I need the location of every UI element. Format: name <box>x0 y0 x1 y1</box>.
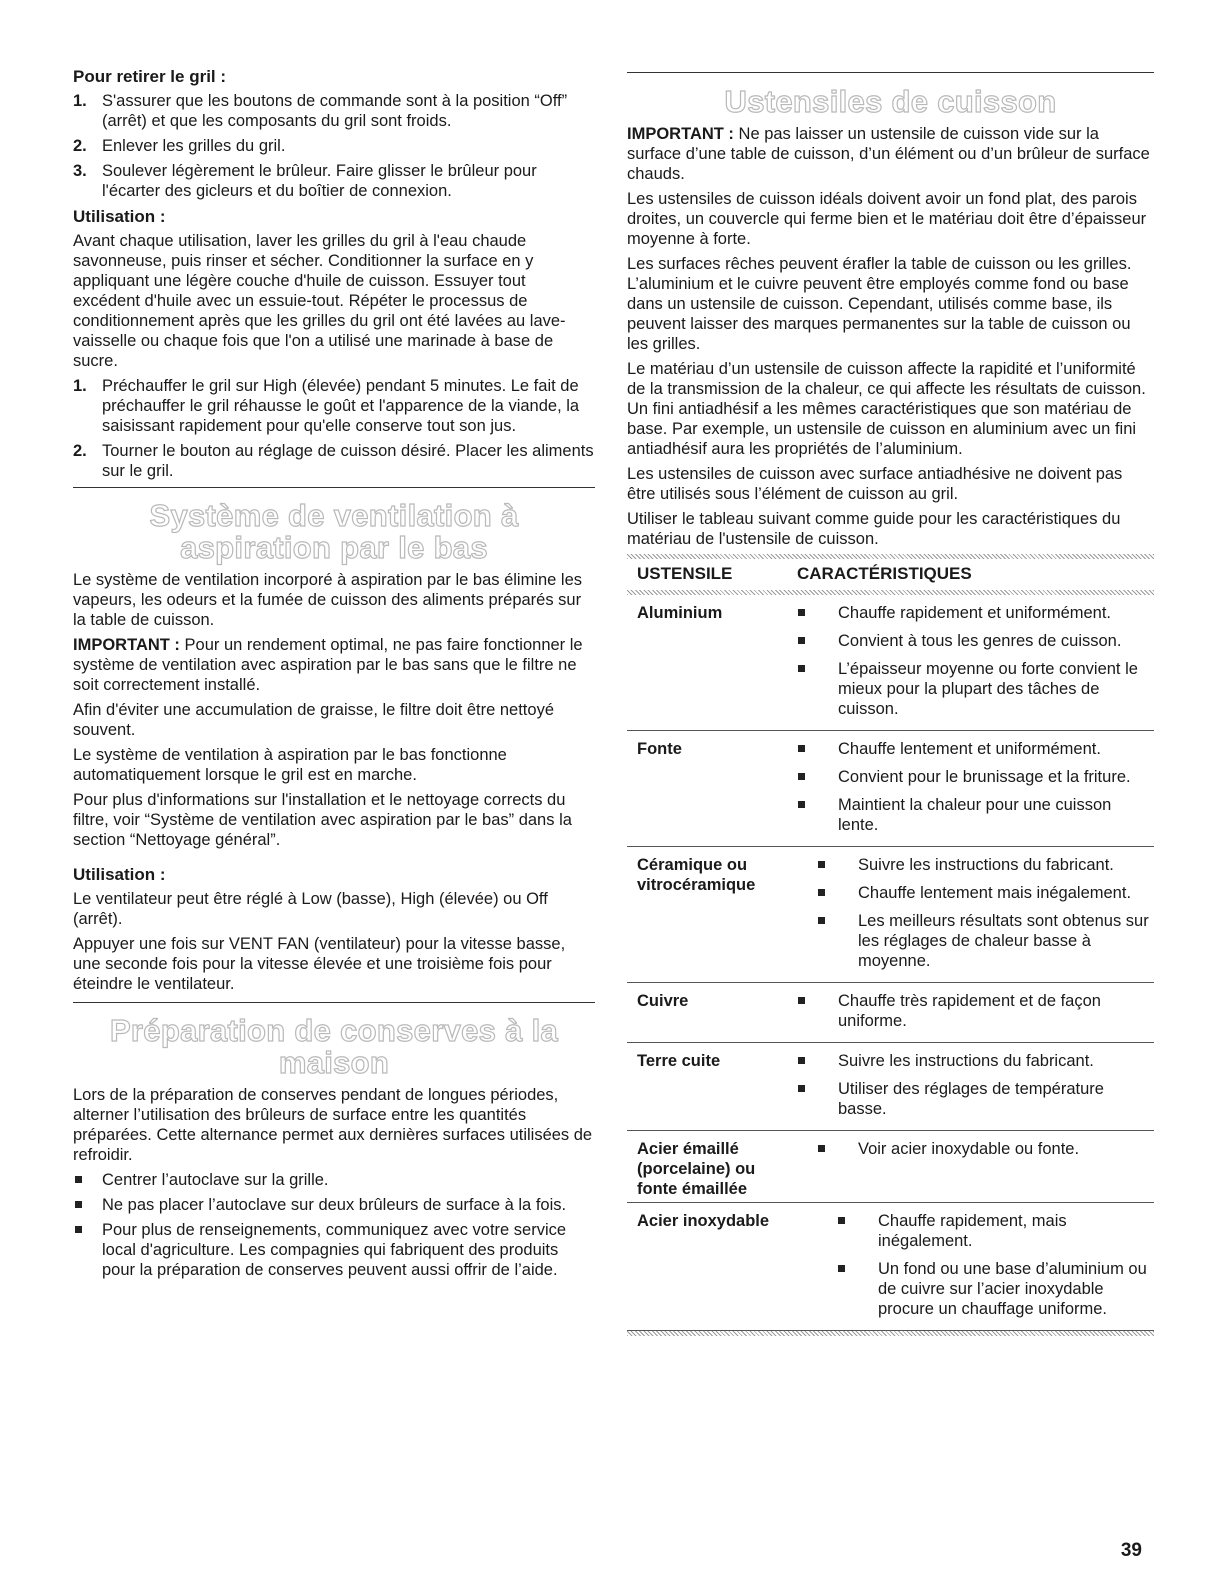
important-text: Pour un rendement optimal, ne pas faire fonctionner le système de ventilation avec aspiration par le bas sans que le filtre ne soit correctement installé. <box>73 636 583 694</box>
ventilation-important <box>73 635 595 695</box>
important-label: IMPORTANT : <box>627 125 734 143</box>
material-name: Acier émaillé (porcelaine) ou fonte émaillée <box>637 1140 756 1198</box>
bullet-text: Chauffe rapidement, mais inégalement. <box>878 1212 1067 1250</box>
bullet-icon <box>75 1201 82 1208</box>
list-item <box>73 1195 595 1215</box>
bullet-text: Centrer l’autoclave sur la grille. <box>102 1171 329 1189</box>
step-number: 1. <box>73 92 87 110</box>
step-text: S'assurer que les boutons de commande sont à la position “Off” (arrêt) et que les composants du gril sont froids. <box>102 92 568 130</box>
bullet-icon <box>798 745 805 752</box>
material-name: Acier inoxydable <box>637 1212 770 1230</box>
step-text: Enlever les grilles du gril. <box>102 137 286 155</box>
utilisation-heading-2: Utilisation : <box>73 865 166 884</box>
list-item <box>73 1220 595 1280</box>
bullet-icon <box>798 997 805 1004</box>
material-name: Terre cuite <box>637 1052 721 1070</box>
list-item <box>797 767 1154 787</box>
step-number: 1. <box>73 377 87 395</box>
bullet-text: Ne pas placer l’autoclave sur deux brûleurs de surface à la fois. <box>102 1196 567 1214</box>
gril-heading: Pour retirer le gril : <box>73 67 227 86</box>
ustensiles-surfaces: Les surfaces rêches peuvent érafler la table de cuisson ou les grilles. L’aluminium et le cuivre peuvent être employés comme fond ou base dans un ustensile de cuisson. Cependant, utilisés comme base, ils peuvent laisser des marques permanentes sur la table de cuisson ou les grilles. <box>627 255 1132 353</box>
bullet-icon <box>798 801 805 808</box>
bullet-icon <box>838 1265 845 1272</box>
bullet-text: Utiliser des réglages de température basse. <box>838 1080 1104 1118</box>
column-header-ustensile: USTENSILE <box>637 564 733 583</box>
column-header-caracteristiques: CARACTÉRISTIQUES <box>797 564 972 583</box>
bullet-icon <box>798 665 805 672</box>
list-item <box>73 441 595 481</box>
conserves-section-title: Préparation de conserves à la maison <box>109 1013 559 1080</box>
gril-steps <box>73 91 595 201</box>
page-number: 39 <box>1120 1540 1142 1561</box>
table-row <box>627 1043 1154 1131</box>
list-item <box>797 659 1154 719</box>
bullet-text: Chauffe rapidement et uniformément. <box>838 604 1112 622</box>
bullet-icon <box>798 1085 805 1092</box>
bullet-icon <box>75 1176 82 1183</box>
ventilation-auto: Le système de ventilation à aspiration par le bas fonctionne automatiquement lorsque le gril est en marche. <box>73 746 507 784</box>
step-number: 2. <box>73 442 87 460</box>
table-header <box>627 559 1154 590</box>
list-item <box>797 739 1154 759</box>
list-item <box>817 911 1154 971</box>
bullet-text: Maintient la chaleur pour une cuisson lente. <box>838 796 1112 834</box>
bullet-icon <box>818 861 825 868</box>
table-row <box>627 983 1154 1043</box>
section-divider <box>627 72 1154 73</box>
bullet-icon <box>75 1226 82 1233</box>
bullet-icon <box>798 609 805 616</box>
list-item <box>73 376 595 436</box>
section-divider <box>73 487 595 488</box>
conserves-intro: Lors de la préparation de conserves pendant de longues périodes, alterner l’utilisation des brûleurs de surface entre les quantités préparées. Cette alternance permet aux dernières surfaces utilisées de refroidir. <box>73 1086 593 1164</box>
step-text: Soulever légèrement le brûleur. Faire glisser le brûleur pour l'écarter des gicleurs et du boîtier de connexion. <box>102 162 537 200</box>
bullet-icon <box>798 1057 805 1064</box>
bullet-text: Les meilleurs résultats sont obtenus sur les réglages de chaleur basse à moyenne. <box>858 912 1149 970</box>
table-row <box>627 1131 1154 1203</box>
conserves-bullets <box>73 1170 595 1280</box>
step-text: Tourner le bouton au réglage de cuisson désiré. Placer les aliments sur le gril. <box>102 442 594 480</box>
bullet-text: Un fond ou une base d’aluminium ou de cuivre sur l’acier inoxydable procure un chauffage uniforme. <box>878 1260 1147 1318</box>
ventilation-section-title: Système de ventilation à aspiration par le bas <box>149 498 519 565</box>
material-name: Céramique ou vitrocéramique <box>637 856 756 894</box>
bullet-text: Chauffe lentement et uniformément. <box>838 740 1101 758</box>
bullet-text: Chauffe lentement mais inégalement. <box>858 884 1132 902</box>
list-item <box>797 603 1154 623</box>
bullet-icon <box>818 1145 825 1152</box>
list-item <box>817 855 1154 875</box>
table-row <box>627 847 1154 983</box>
material-name: Aluminium <box>637 604 723 622</box>
list-item <box>797 991 1154 1031</box>
ventilation-grease: Afin d'éviter une accumulation de graisse, le filtre doit être nettoyé souvent. <box>73 701 554 739</box>
bullet-text: Chauffe très rapidement et de façon uniforme. <box>838 992 1101 1030</box>
section-divider <box>73 1002 595 1003</box>
bullet-icon <box>798 637 805 644</box>
bullet-text: Voir acier inoxydable ou fonte. <box>858 1140 1080 1158</box>
important-label: IMPORTANT : <box>73 636 180 654</box>
list-item <box>73 91 595 131</box>
step-number: 3. <box>73 162 87 180</box>
utilisation-steps <box>73 376 595 481</box>
table-row <box>627 595 1154 731</box>
ustensiles-materiau: Le matériau d’un ustensile de cuisson affecte la rapidité et l’uniformité de la transmission de la chaleur, ce qui affecte les résultats de cuisson. Un fini antiadhésif a les mêmes caractéristiques que son matériau de base. Par exemple, un ustensile de cuisson en aluminium avec un fini antiadhésif aura les propriétés de l’aluminium. <box>627 360 1146 458</box>
step-text: Préchauffer le gril sur High (élevée) pendant 5 minutes. Le fait de préchauffer le gril réhausse le goût et l'apparence de la viande, la saisissant rapidement pour qu'elle conserve tout son jus. <box>102 377 580 435</box>
list-item <box>73 161 595 201</box>
utilisation-paragraph: Avant chaque utilisation, laver les grilles du gril à l'eau chaude savonneuse, puis rinser et sécher. Conditionner la surface en y appliquant une légère couche d'huile de cuisson. Essuyer tout excédent d'huile avec un essuie-tout. Répéter le processus de conditionnement après que les grilles du gril ont été lavées au lave-vaisselle ou chaque fois que l'on a utilisé une marinade à base de sucre. <box>73 232 566 370</box>
right-column <box>627 72 1154 1336</box>
step-number: 2. <box>73 137 87 155</box>
list-item <box>797 795 1154 835</box>
list-item <box>797 1079 1154 1119</box>
bullet-icon <box>818 889 825 896</box>
list-item <box>797 1051 1154 1071</box>
list-item <box>797 631 1154 651</box>
bullet-text: Pour plus de renseignements, communiquez avec votre service local d'agriculture. Les compagnies qui fabriquent des produits pour la préparation de conserves peuvent aussi offrir de l’aide. <box>102 1221 567 1279</box>
bullet-text: L’épaisseur moyenne ou forte convient le mieux pour la plupart des tâches de cuisson. <box>838 660 1138 718</box>
bullet-text: Suivre les instructions du fabricant. <box>858 856 1114 874</box>
bullet-icon <box>798 773 805 780</box>
list-item <box>837 1211 1154 1251</box>
list-item <box>837 1259 1154 1319</box>
list-item <box>817 883 1154 903</box>
ustensiles-section-title: Ustensiles de cuisson <box>724 84 1057 119</box>
bullet-icon <box>838 1217 845 1224</box>
utilisation-heading: Utilisation : <box>73 207 166 226</box>
bullet-text: Convient à tous les genres de cuisson. <box>838 632 1122 650</box>
table-row <box>627 1203 1154 1331</box>
bullet-icon <box>818 917 825 924</box>
list-item <box>817 1139 1154 1159</box>
cookware-table <box>627 554 1154 1336</box>
bullet-text: Suivre les instructions du fabricant. <box>838 1052 1094 1070</box>
ustensiles-antiadhesive: Les ustensiles de cuisson avec surface antiadhésive ne doivent pas être utilisés sous l’élément de cuisson au gril. <box>627 465 1123 503</box>
important-text: Ne pas laisser un ustensile de cuisson vide sur la surface d’une table de cuisson, d’un élément ou d’un brûleur de surface chauds. <box>627 125 1150 183</box>
fan-usage: Appuyer une fois sur VENT FAN (ventilateur) pour la vitesse basse, une seconde fois pour la vitesse élevée et une troisième fois pour éteindre le ventilateur. <box>73 935 566 993</box>
ustensiles-important <box>627 124 1154 184</box>
ustensiles-ideal: Les ustensiles de cuisson idéals doivent avoir un fond plat, des parois droites, un couvercle qui ferme bien et le matériau doit être d’épaisseur moyenne à forte. <box>627 190 1147 248</box>
ustensiles-guide: Utiliser le tableau suivant comme guide pour les caractéristiques du matériau de l'ustensile de cuisson. <box>627 510 1121 548</box>
table-row <box>627 731 1154 847</box>
left-column <box>73 66 595 1285</box>
table-bottom-pattern <box>627 1331 1154 1336</box>
ventilation-more-info: Pour plus d'informations sur l'installation et le nettoyage corrects du filtre, voir “Système de ventilation avec aspiration par le bas” dans la section “Nettoyage général”. <box>73 791 572 849</box>
list-item <box>73 136 595 156</box>
ventilation-intro: Le système de ventilation incorporé à aspiration par le bas élimine les vapeurs, les odeurs et la fumée de cuisson des aliments préparés sur la table de cuisson. <box>73 571 583 629</box>
bullet-text: Convient pour le brunissage et la friture. <box>838 768 1131 786</box>
material-name: Cuivre <box>637 992 689 1010</box>
material-name: Fonte <box>637 740 682 758</box>
fan-settings: Le ventilateur peut être réglé à Low (basse), High (élevée) ou Off (arrêt). <box>73 890 548 928</box>
list-item <box>73 1170 595 1190</box>
